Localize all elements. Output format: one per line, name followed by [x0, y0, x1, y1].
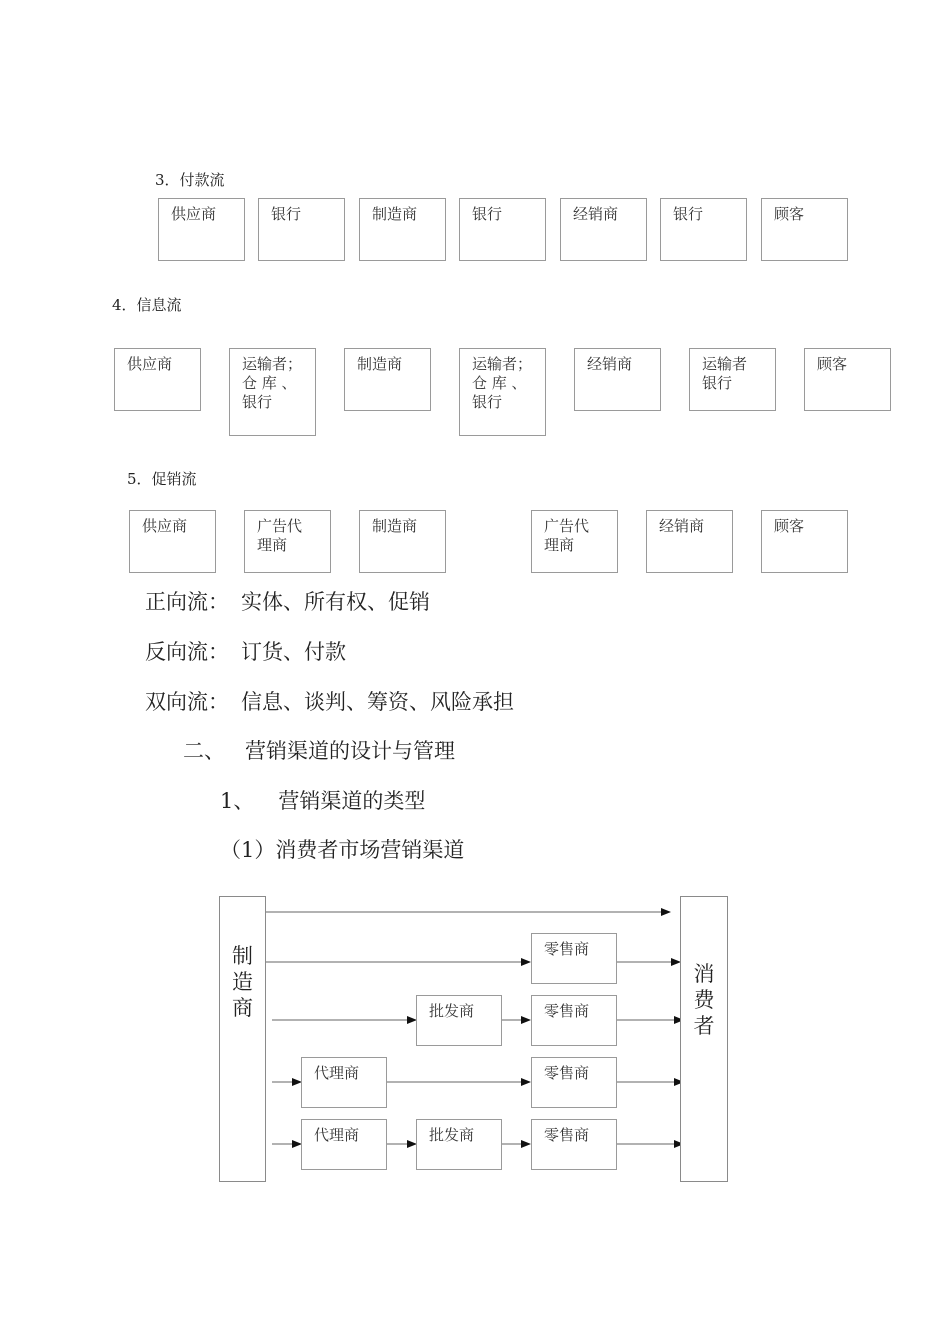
diagram-wholesaler: 批发商 [416, 1119, 502, 1170]
summary-term: 正向流： [145, 590, 229, 614]
section-number: 二、 [183, 739, 225, 763]
summary-term: 反向流： [145, 640, 229, 664]
diagram-retailer: 零售商 [531, 1119, 617, 1170]
info-box-transport: 运输者； 仓 库 、 银行 [229, 348, 316, 436]
diagram-wholesaler: 批发商 [416, 995, 502, 1046]
diagram-agent: 代理商 [301, 1119, 387, 1170]
subsubsection-heading: （1）消费者市场营销渠道 [220, 838, 465, 862]
promo-box-supplier: 供应商 [129, 510, 216, 573]
info-box-supplier: 供应商 [114, 348, 201, 411]
promo-box-customer: 顾客 [761, 510, 848, 573]
information-flow-heading: 4．信息流 [112, 296, 182, 314]
subsection-number: 1、 [220, 789, 255, 813]
promo-box-ad-agency: 广告代 理商 [531, 510, 618, 573]
payment-box-supplier: 供应商 [158, 198, 245, 261]
summary-items: 订货、付款 [241, 640, 346, 664]
payment-box-customer: 顾客 [761, 198, 848, 261]
subsection-title: 营销渠道的类型 [278, 789, 426, 813]
summary-term: 双向流： [145, 690, 229, 714]
promo-box-distributor: 经销商 [646, 510, 733, 573]
summary-items: 信息、谈判、筹资、风险承担 [241, 690, 514, 714]
diagram-agent: 代理商 [301, 1057, 387, 1108]
payment-box-bank: 银行 [660, 198, 747, 261]
consumer-node: 消 费 者 [680, 896, 728, 1182]
diagram-retailer: 零售商 [531, 1057, 617, 1108]
payment-box-manufacturer: 制造商 [359, 198, 446, 261]
info-box-distributor: 经销商 [574, 348, 661, 411]
summary-items: 实体、所有权、促销 [241, 590, 430, 614]
info-box-transport: 运输者； 仓 库 、 银行 [459, 348, 546, 436]
payment-box-bank: 银行 [258, 198, 345, 261]
info-box-transport-bank: 运输者 银行 [689, 348, 776, 411]
promo-box-ad-agency: 广告代 理商 [244, 510, 331, 573]
payment-box-bank: 银行 [459, 198, 546, 261]
payment-flow-heading: 3．付款流 [155, 171, 225, 189]
diagram-retailer: 零售商 [531, 933, 617, 984]
payment-box-distributor: 经销商 [560, 198, 647, 261]
info-box-manufacturer: 制造商 [344, 348, 431, 411]
promo-box-manufacturer: 制造商 [359, 510, 446, 573]
section-title: 营销渠道的设计与管理 [245, 739, 455, 763]
promotion-flow-heading: 5．促销流 [127, 470, 197, 488]
info-box-customer: 顾客 [804, 348, 891, 411]
diagram-retailer: 零售商 [531, 995, 617, 1046]
producer-node: 制 造 商 [219, 896, 266, 1182]
